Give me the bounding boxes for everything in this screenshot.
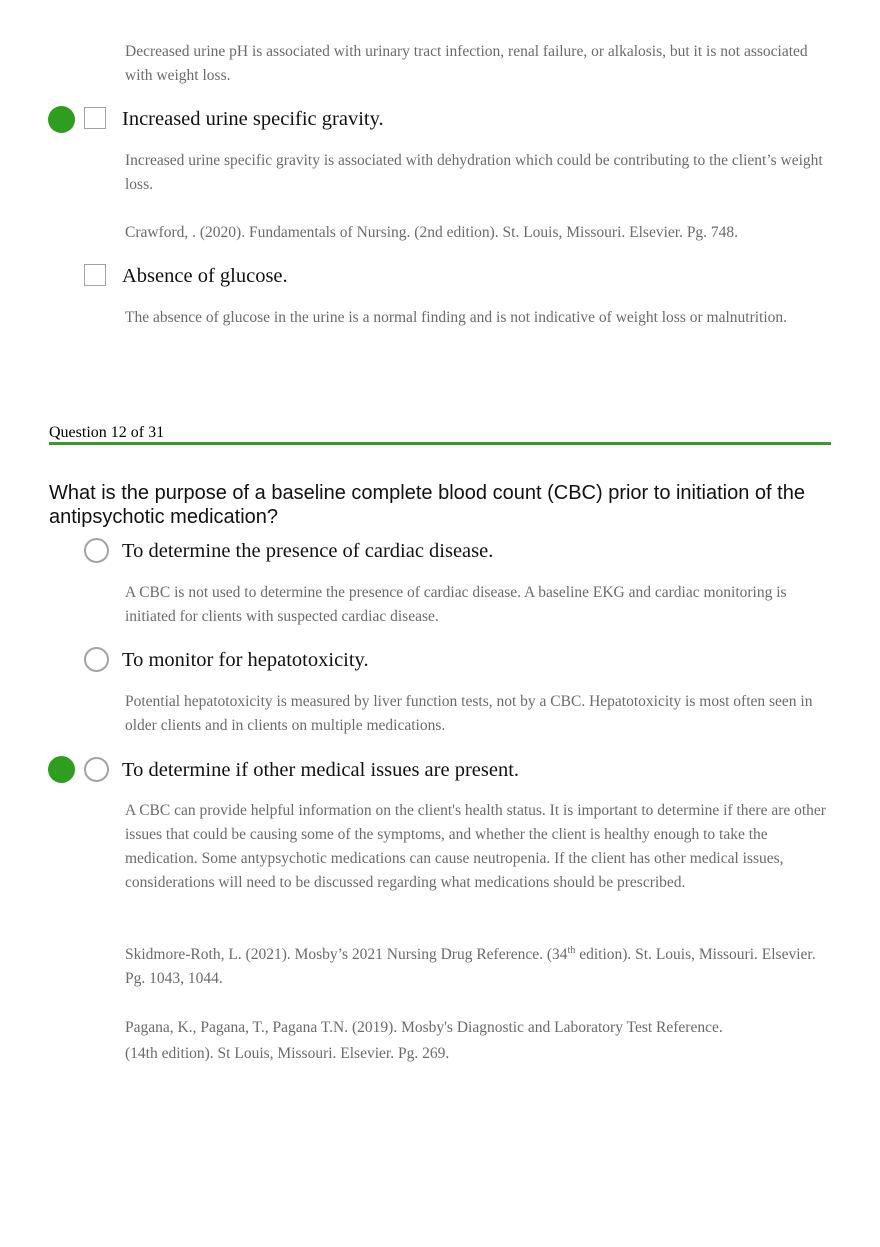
option-explanation: Increased urine specific gravity is associated with dehydration which could be contributing to the client’s weight loss. bbox=[125, 152, 823, 193]
answer-option-label: To determine if other medical issues are present. bbox=[122, 759, 520, 781]
option-explanation: Decreased urine pH is associated with urinary tract infection, renal failure, or alkalosis, but it is not associated with weight loss. bbox=[125, 43, 808, 84]
option-explanation: The absence of glucose in the urine is a normal finding and is not indicative of weight loss or malnutrition. bbox=[125, 309, 788, 326]
option-explanation: A CBC can provide helpful information on the client's health status. It is important to determine if there are other issues that could be causing some of the symptoms, and whether the client is healthy enough to take the medication. Some antypsychotic medications can cause neutropenia. If the client has other medical issues, considerations will need to be discussed regarding what medications should be prescribed. bbox=[125, 802, 826, 891]
reference-text: edition). St. Louis, Missouri. Elsevier. Pg. 1043, 1044. bbox=[125, 946, 816, 987]
answer-option-label: To monitor for hepatotoxicity. bbox=[122, 649, 369, 671]
ordinal-superscript: th bbox=[567, 944, 576, 956]
answer-checkbox[interactable] bbox=[84, 264, 106, 286]
reference-text: Skidmore-Roth, L. (2021). Mosby’s 2021 Nursing Drug Reference. (34 bbox=[125, 946, 568, 963]
correct-answer-indicator bbox=[48, 106, 75, 133]
correct-answer-indicator bbox=[48, 756, 75, 783]
option-explanation: A CBC is not used to determine the presence of cardiac disease. A baseline EKG and cardiac monitoring is initiated for clients with suspected cardiac disease. bbox=[125, 584, 787, 625]
answer-option-label: To determine the presence of cardiac disease. bbox=[122, 540, 494, 562]
answer-option-label: Increased urine specific gravity. bbox=[122, 108, 384, 130]
answer-option-label: Absence of glucose. bbox=[122, 265, 288, 287]
answer-radio[interactable] bbox=[84, 538, 109, 563]
reference-citation: Crawford, . (2020). Fundamentals of Nursing. (2nd edition). St. Louis, Missouri. Elsevier. Pg. 748. bbox=[125, 224, 739, 241]
reference-citation bbox=[125, 943, 835, 991]
question-text: What is the purpose of a baseline complete blood count (CBC) prior to initiation of the antipsychotic medication? bbox=[49, 482, 805, 528]
answer-radio[interactable] bbox=[84, 647, 109, 672]
option-explanation: Potential hepatotoxicity is measured by liver function tests, not by a CBC. Hepatotoxicity is most often seen in older clients and in clients on multiple medications. bbox=[125, 693, 813, 734]
answer-checkbox[interactable] bbox=[84, 107, 106, 129]
question-divider bbox=[49, 442, 831, 445]
question-counter: Question 12 of 31 bbox=[49, 424, 165, 441]
reference-citation: Pagana, K., Pagana, T., Pagana T.N. (2019). Mosby's Diagnostic and Laboratory Test Reference. (14th edition). St Louis, Missouri. Elsevier. Pg. 269. bbox=[125, 1019, 723, 1062]
answer-radio[interactable] bbox=[84, 757, 109, 782]
